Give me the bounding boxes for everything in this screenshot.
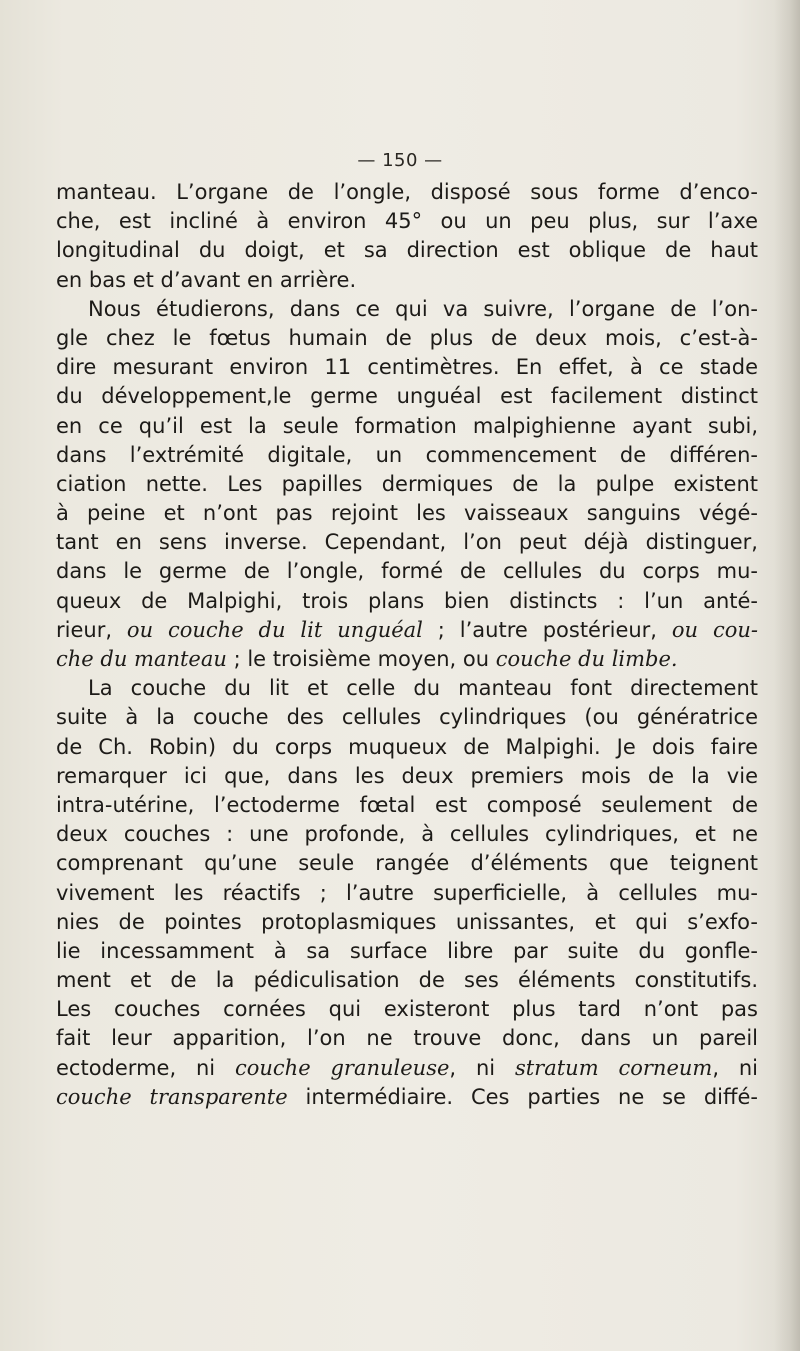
text-line bbox=[56, 178, 758, 207]
text-segment: ; le troisième moyen, ou bbox=[226, 647, 496, 671]
text-line bbox=[56, 295, 758, 324]
text-line bbox=[56, 908, 758, 937]
text-line bbox=[56, 324, 758, 353]
text-segment: de Ch. Robin) du corps muqueux de Malpighi. Je dois faire bbox=[56, 734, 758, 759]
text-line bbox=[56, 1054, 758, 1083]
text-line bbox=[56, 382, 758, 411]
text-segment: ectoderme, ni bbox=[56, 1055, 235, 1080]
text-line bbox=[56, 1083, 758, 1112]
text-segment: Nous étudierons, dans ce qui va suivre, l’organe de l’on- bbox=[88, 296, 758, 321]
text-line bbox=[56, 499, 758, 528]
text-line bbox=[56, 762, 758, 791]
italic-text: stratum corneum bbox=[514, 1055, 713, 1080]
text-segment: fait leur apparition, l’on ne trouve donc, dans un pareil bbox=[56, 1026, 758, 1051]
italic-text: ou cou- bbox=[671, 617, 758, 642]
text-segment: en ce qu’il est la seule formation malpighienne ayant subi, bbox=[56, 413, 758, 438]
text-segment: intermédiaire. Ces parties ne se diffé- bbox=[287, 1084, 758, 1109]
text-line bbox=[56, 470, 758, 499]
text-segment: La couche du lit et celle du manteau font directement bbox=[88, 676, 758, 701]
text-segment: longitudinal du doigt, et sa direction est oblique de haut bbox=[56, 238, 758, 263]
text-segment: , ni bbox=[449, 1055, 515, 1080]
text-line bbox=[56, 1024, 758, 1053]
text-segment: ciation nette. Les papilles dermiques de la pulpe existent bbox=[56, 471, 758, 496]
text-segment: , ni bbox=[712, 1055, 759, 1080]
text-segment: lie incessamment à sa surface libre par suite du gonfle- bbox=[56, 938, 758, 963]
text-line bbox=[56, 733, 758, 762]
text-segment: che, est incliné à environ 45° ou un peu plus, sur l’axe bbox=[56, 209, 758, 234]
text-segment: gle chez le fœtus humain de plus de deux mois, c’est-à- bbox=[56, 325, 758, 350]
text-segment: intra-utérine, l’ectoderme fœtal est composé seulement de bbox=[56, 792, 758, 817]
text-segment: du développement,le germe unguéal est facilement distinct bbox=[56, 384, 758, 409]
text-segment: dans l’extrémité digitale, un commencement de différen- bbox=[56, 442, 758, 467]
text-line bbox=[56, 207, 758, 236]
page-edge-shadow bbox=[774, 0, 800, 1351]
text-segment: nies de pointes protoplasmiques unissantes, et qui s’exfo- bbox=[56, 909, 758, 934]
page-number: — 150 — bbox=[357, 150, 443, 171]
text-line bbox=[56, 645, 758, 674]
text-segment: queux de Malpighi, trois plans bien distincts : l’un anté- bbox=[56, 588, 758, 613]
text-line bbox=[56, 674, 758, 703]
text-segment: vivement les réactifs ; l’autre superficielle, à cellules mu- bbox=[56, 880, 758, 905]
text-line bbox=[56, 791, 758, 820]
text-segment: remarquer ici que, dans les deux premiers mois de la vie bbox=[56, 763, 758, 788]
text-line bbox=[56, 879, 758, 908]
text-line bbox=[56, 528, 758, 557]
text-line bbox=[56, 557, 758, 586]
text-segment: ment et de la pédiculisation de ses éléments constitutifs. bbox=[56, 968, 758, 993]
text-segment: comprenant qu’une seule rangée d’éléments que teignent bbox=[56, 851, 758, 876]
text-line bbox=[56, 266, 758, 295]
italic-text: che du manteau bbox=[56, 647, 227, 671]
text-line bbox=[56, 995, 758, 1024]
italic-text: ou couche du lit unguéal bbox=[126, 617, 423, 642]
text-segment: manteau. L’organe de l’ongle, disposé sous forme d’enco- bbox=[56, 180, 758, 204]
text-segment: dire mesurant environ 11 centimètres. En effet, à ce stade bbox=[56, 355, 758, 380]
text-line bbox=[56, 820, 758, 849]
text-segment: suite à la couche des cellules cylindriques (ou génératrice bbox=[56, 705, 758, 730]
text-line bbox=[56, 412, 758, 441]
text-segment: dans le germe de l’ongle, formé de cellules du corps mu- bbox=[56, 559, 758, 584]
text-line bbox=[56, 937, 758, 966]
text-line bbox=[56, 236, 758, 265]
text-line bbox=[56, 353, 758, 382]
italic-text: couche transparente bbox=[56, 1084, 288, 1109]
text-line bbox=[56, 849, 758, 878]
italic-text: couche du limbe. bbox=[495, 647, 678, 671]
italic-text: couche granuleuse bbox=[234, 1055, 450, 1080]
text-segment: Les couches cornées qui existeront plus tard n’ont pas bbox=[56, 997, 758, 1022]
text-segment: rieur, bbox=[56, 617, 127, 642]
text-segment: en bas et d’avant en arrière. bbox=[56, 267, 357, 292]
text-segment: ; l’autre postérieur, bbox=[422, 617, 672, 642]
text-line bbox=[56, 587, 758, 616]
body-text bbox=[56, 178, 758, 1112]
text-line bbox=[56, 966, 758, 995]
text-line bbox=[56, 616, 758, 645]
text-segment: à peine et n’ont pas rejoint les vaisseaux sanguins végé- bbox=[56, 501, 758, 526]
text-line bbox=[56, 441, 758, 470]
text-line bbox=[56, 703, 758, 732]
text-segment: deux couches : une profonde, à cellules cylindriques, et ne bbox=[56, 822, 758, 847]
text-segment: tant en sens inverse. Cependant, l’on peut déjà distinguer, bbox=[56, 530, 758, 555]
